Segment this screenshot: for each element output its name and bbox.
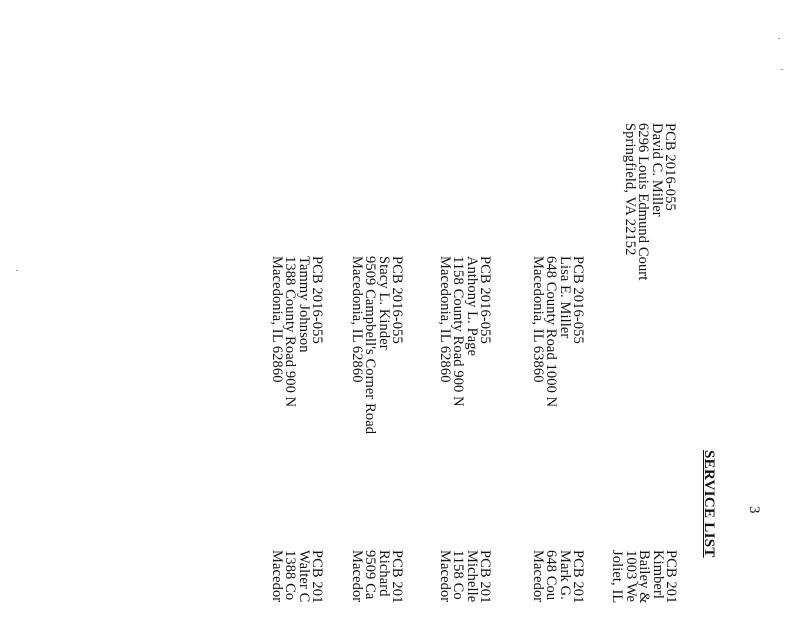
page-number: 3 [746,506,762,514]
service-entry: PCB 2016-055 David C. Miller 6296 Louis Edmund Court Springfield, VA 22152 [621,123,678,281]
service-entry-partial: PCB 201 Walter C 1388 Co Macedor [268,550,325,604]
service-entry: PCB 2016-055 Tammy Johnson 1388 County Road 900 N Macedonia, IL 62860 [268,256,325,408]
service-entry-partial: PCB 201 Michelle 1158 Co Macedor [436,550,493,604]
service-entry-partial: PCB 201 Mark G. 648 Cou Macedor [529,550,586,604]
service-list-heading: SERVICE LIST [701,450,717,558]
service-entry: PCB 2016-055 Lisa E. Miller 648 County Road 1000 N Macedonia, IL 63860 [529,256,586,408]
service-entry: PCB 2016-055 Anthony L. Page 1158 County Road 900 N Macedonia, IL 62860 [436,256,493,407]
service-entry-partial: PCB 201 Richard 9509 Ca Macedor [348,550,405,604]
service-entry: PCB 2016-055 Stacy L. Kinder 9509 Campbell's Corner Road Macedonia, IL 62860 [348,256,405,435]
service-entry-partial: PCB 201 Kimberl Bailey & 1003 We Joliet, IL [609,550,679,604]
